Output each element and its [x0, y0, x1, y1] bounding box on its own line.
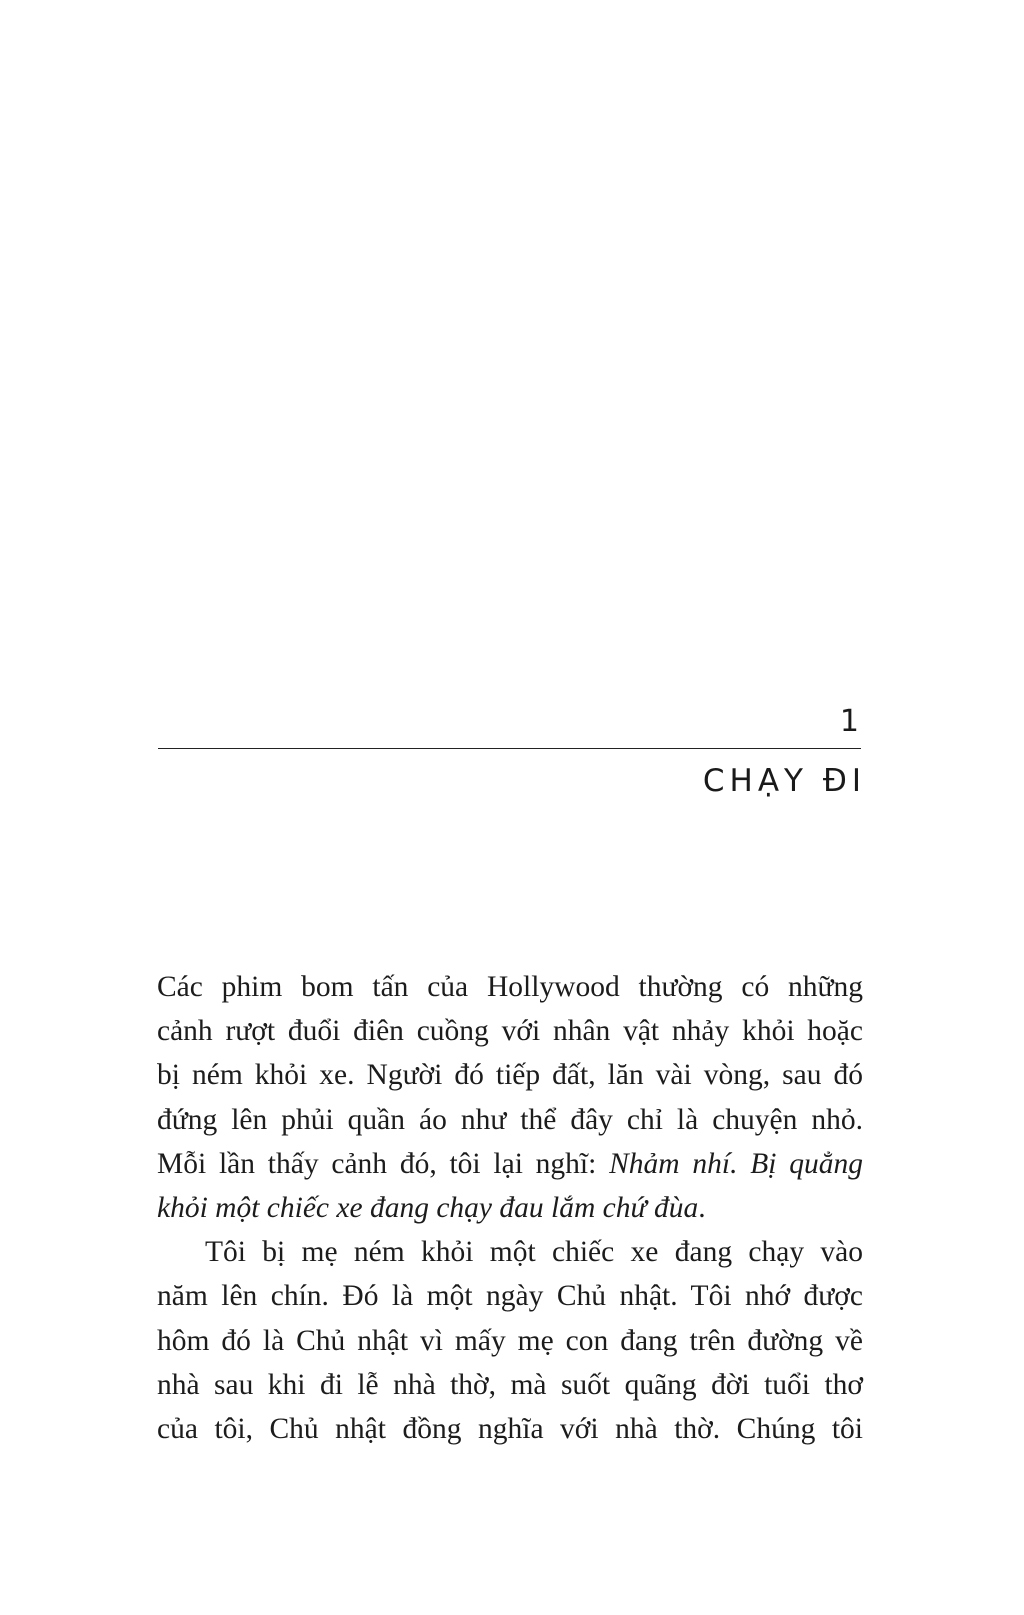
text-line: Các phim bom tấn của Hollywood thường có những: [157, 971, 863, 1003]
text-line: Tôi bị mẹ ném khỏi một chiếc xe đang chạy vào: [205, 1236, 863, 1269]
text-line: nhà sau khi đi lễ nhà thờ, mà suốt quãng đời tuổi thơ: [157, 1368, 863, 1401]
paragraph-2: [157, 1230, 863, 1451]
text-line: hôm đó là Chủ nhật vì mấy mẹ con đang trên đường về: [157, 1324, 863, 1357]
chapter-title: CHẠY ĐI: [702, 763, 866, 799]
text-line: đứng lên phủi quần áo như thể đây chỉ là chuyện nhỏ.: [157, 1103, 863, 1136]
chapter-header: [158, 700, 866, 801]
italic-run: Nhảm nhí. Bị quẳng: [609, 1147, 863, 1180]
text-line: bị ném khỏi xe. Người đó tiếp đất, lăn vài vòng, sau đó: [157, 1059, 863, 1092]
paragraph-1: [157, 965, 863, 1230]
italic-run: khỏi một chiếc xe đang chạy đau lắm chứ đùa: [157, 1192, 699, 1225]
text-line: cảnh rượt đuổi điên cuồng với nhân vật nhảy khỏi hoặc: [157, 1015, 863, 1048]
chapter-number: 1: [839, 704, 859, 739]
text-line: năm lên chín. Đó là một ngày Chủ nhật. Tôi nhớ được: [157, 1280, 863, 1313]
text-line: [157, 1142, 863, 1186]
chapter-divider: [158, 748, 861, 749]
body-text: [157, 965, 863, 1451]
text-run: Mỗi lần thấy cảnh đó, tôi lại nghĩ:: [157, 1147, 610, 1180]
text-line: [157, 1186, 863, 1230]
text-run: .: [698, 1192, 706, 1225]
text-line: của tôi, Chủ nhật đồng nghĩa với nhà thờ. Chúng tôi: [157, 1413, 863, 1446]
